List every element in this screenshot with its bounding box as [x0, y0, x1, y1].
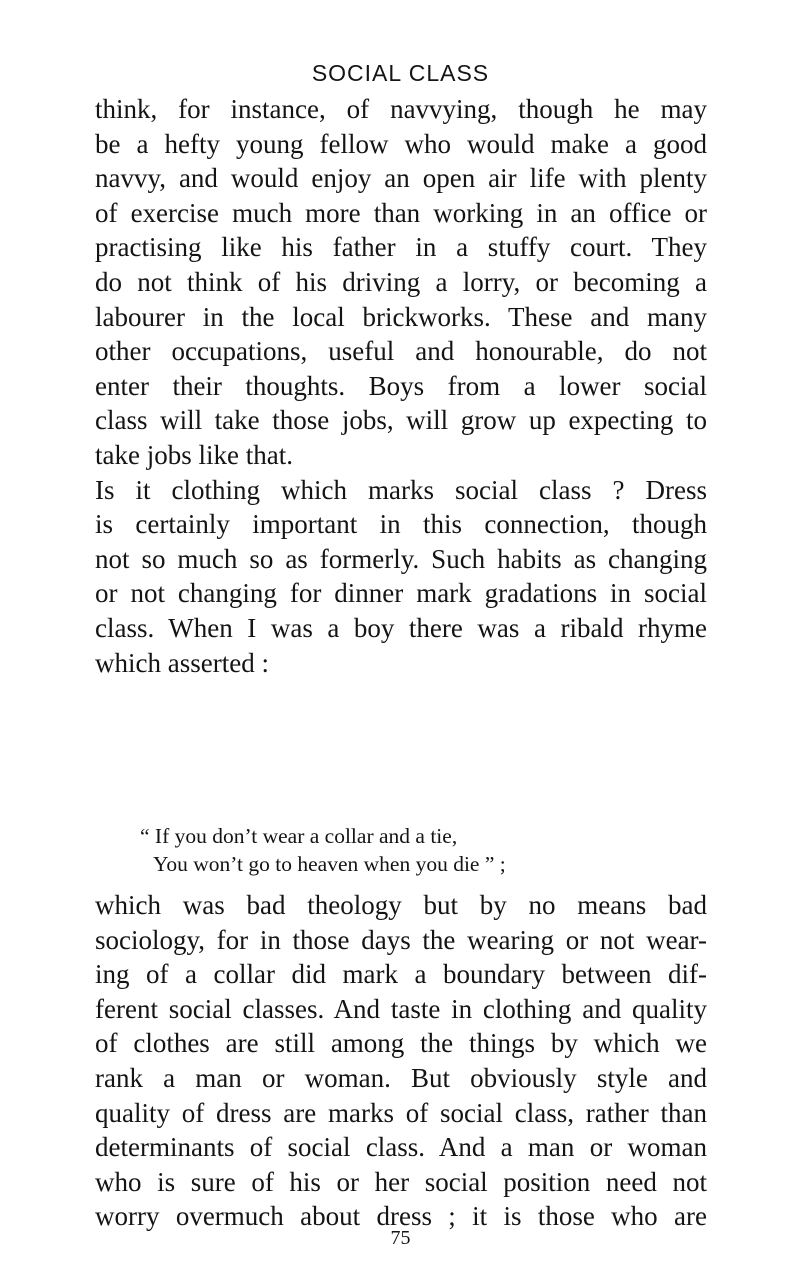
- text-line: navvy, and would enjoy an open air life with plenty: [95, 163, 707, 194]
- text-line: of exercise much more than working in an office or: [95, 197, 707, 228]
- text-line: which was bad theology but by no means bad: [95, 890, 707, 920]
- text-line: practising like his father in a stuffy court. They: [95, 232, 707, 263]
- text-line: determinants of social class. And a man or woman: [95, 1132, 707, 1163]
- text-line: ing of a collar did mark a boundary between dif-: [95, 959, 707, 990]
- running-head: SOCIAL CLASS: [311, 60, 490, 86]
- text-line: who is sure of his or her social position need not: [95, 1166, 707, 1197]
- text-line: or not changing for dinner mark gradations in social: [95, 578, 707, 609]
- text-line: think, for instance, of navvying, though he may: [95, 94, 707, 124]
- text-line: Is it clothing which marks social class ? Dress: [95, 474, 707, 505]
- text-line: not so much so as formerly. Such habits as changing: [95, 543, 707, 574]
- text-line: of clothes are still among the things by which we: [95, 1028, 707, 1059]
- body-text-bottom: [95, 888, 707, 1234]
- text-line: other occupations, useful and honourable, do not: [95, 336, 707, 367]
- text-line: do not think of his driving a lorry, or becoming a: [95, 266, 707, 297]
- rhyme-line: “ If you don’t wear a collar and a tie,: [140, 824, 458, 848]
- text-line: class will take those jobs, will grow up expecting to: [95, 405, 707, 436]
- text-line: rank a man or woman. But obviously style and: [95, 1062, 707, 1093]
- quoted-rhyme: [140, 822, 660, 878]
- text-line: labourer in the local brickworks. These and many: [95, 301, 707, 332]
- text-line: take jobs like that.: [95, 439, 293, 470]
- text-line: is certainly important in this connection, though: [95, 509, 707, 540]
- body-text-top: [95, 92, 707, 680]
- text-line: enter their thoughts. Boys from a lower social: [95, 370, 707, 401]
- text-line: which asserted :: [95, 647, 269, 678]
- text-line: be a hefty young fellow who would make a good: [95, 128, 707, 159]
- text-line: worry overmuch about dress ; it is those who are: [95, 1201, 707, 1232]
- rhyme-line: You won’t go to heaven when you die ” ;: [153, 852, 506, 876]
- text-line: sociology, for in those days the wearing or not wear-: [95, 924, 707, 955]
- text-line: quality of dress are marks of social class, rather than: [95, 1097, 707, 1128]
- page-number: 75: [390, 1227, 411, 1249]
- text-line: class. When I was a boy there was a ribald rhyme: [95, 612, 707, 643]
- text-line: ferent social classes. And taste in clothing and quality: [95, 993, 707, 1024]
